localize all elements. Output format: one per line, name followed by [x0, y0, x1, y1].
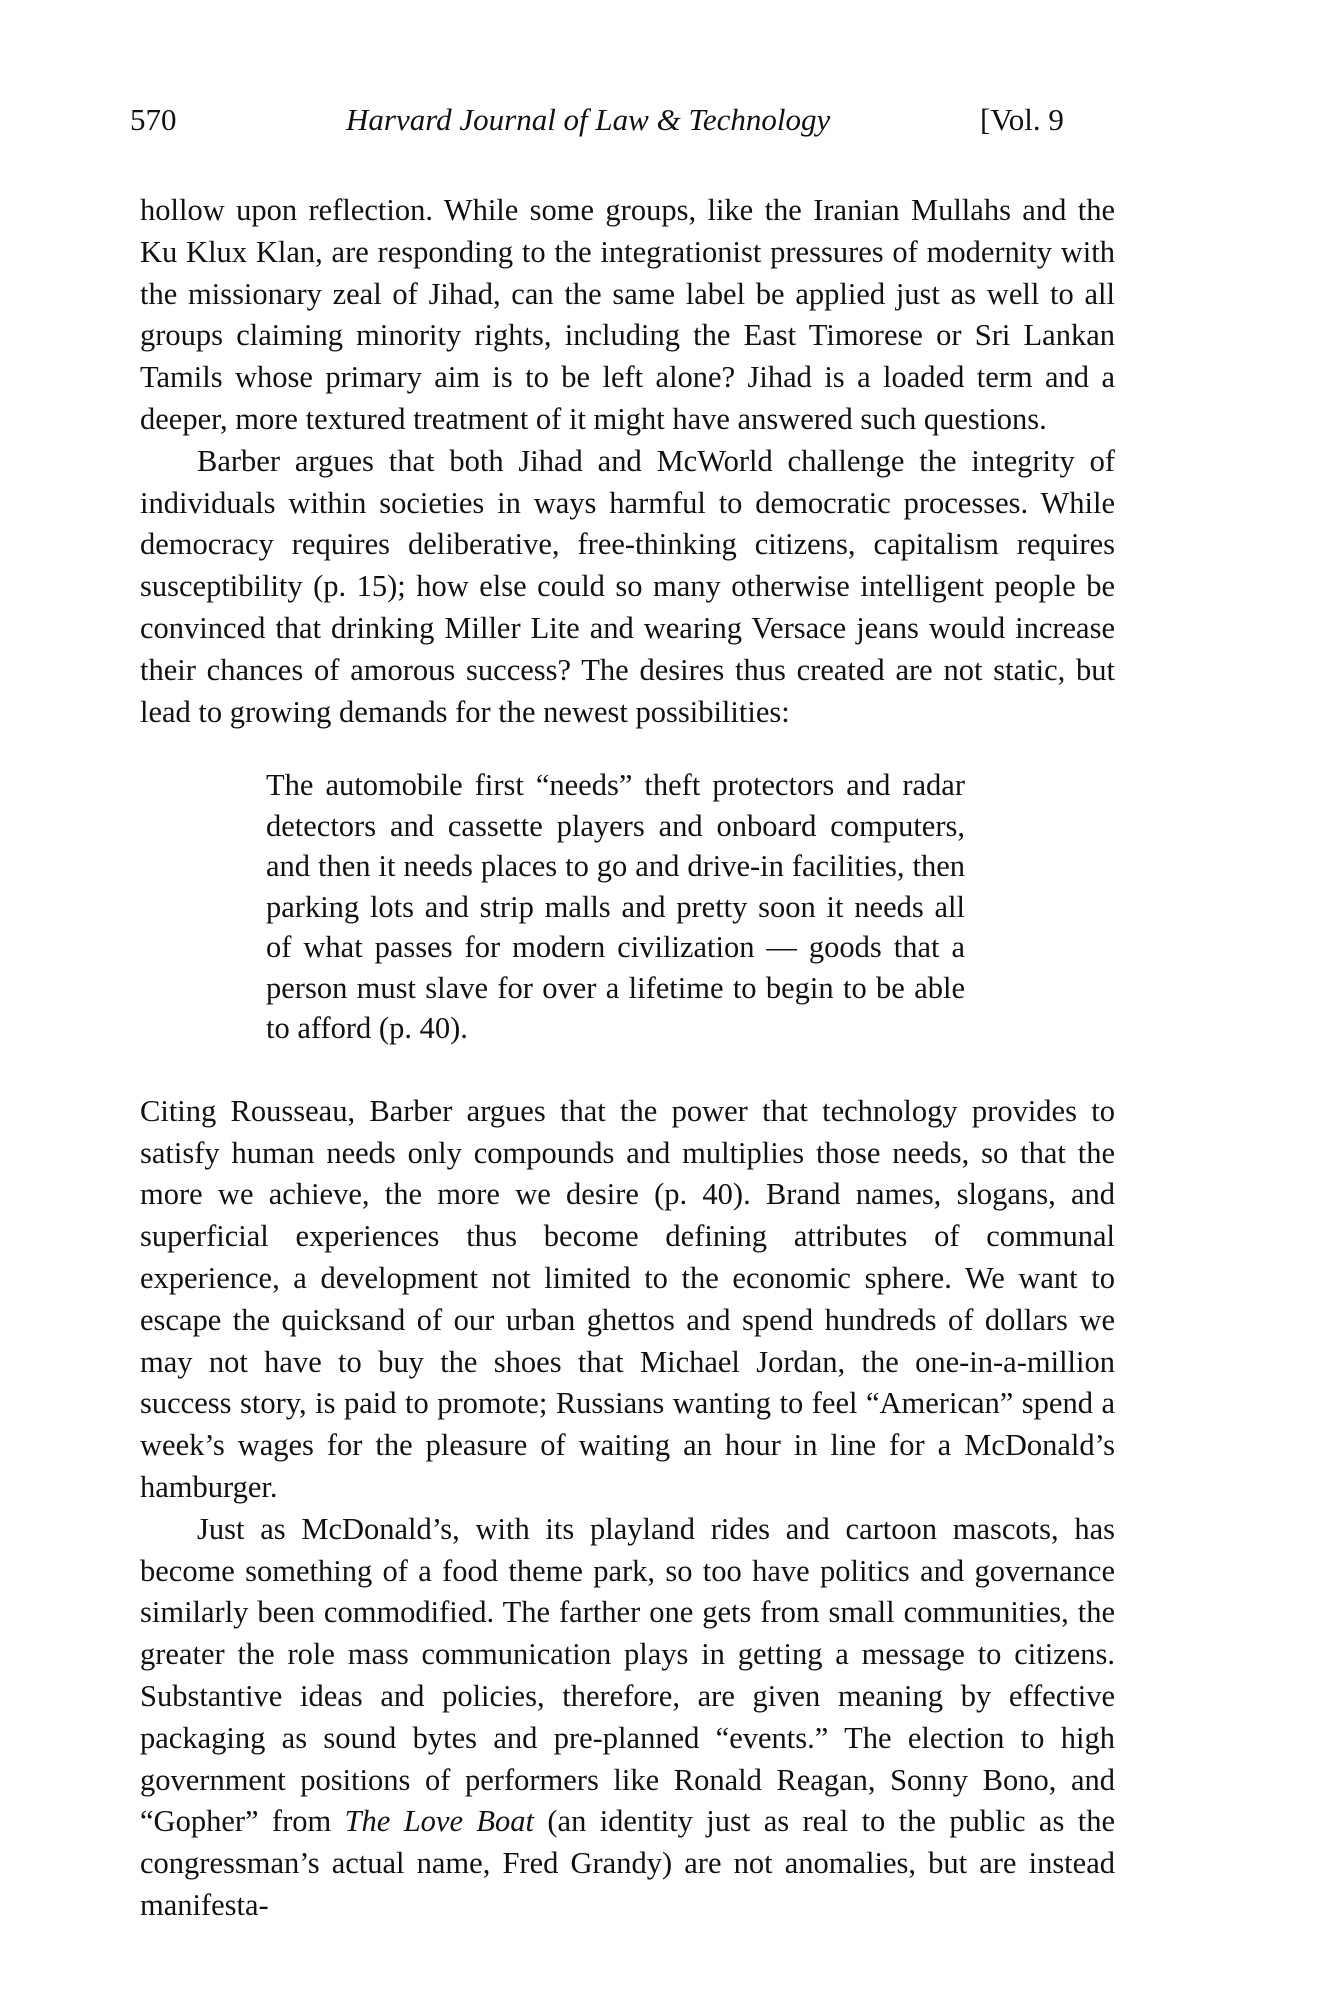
paragraph-mcdonalds-end: (an identity just as real to the public as the congressman’s actual name, Fred Grandy) are not anomalies, but are instead manifesta-	[140, 1804, 1115, 1922]
volume-label: [Vol. 9	[980, 102, 1064, 137]
running-header	[130, 98, 1110, 142]
journal-title: Harvard Journal of Law & Technology	[346, 102, 831, 137]
paragraph-citing-rousseau: Citing Rousseau, Barber argues that the power that technology provides to satisfy human needs only compounds and multiplies those needs, so that the more we achieve, the more we desire (p. 40). Brand names, slogans, and superficial experiences thus become defining attributes of communal experience, a development not limited to the economic sphere. We want to escape the quicksand of our urban ghettos and spend hundreds of dollars we may not have to buy the shoes that Michael Jordan, the one-in-a-million success story, is paid to promote; Russians wanting to feel “American” spend a week’s wages for the pleasure of waiting an hour in line for a McDonald’s hamburger.	[140, 1093, 1115, 1505]
paragraph-barber-argues: Barber argues that both Jihad and McWorld challenge the integrity of individuals within societies in ways harmful to democratic processes. While democracy requires deliberative, free-thinking citizens, capitalism requires susceptibility (p. 15); how else could so many otherwise intelligent people be convinced that drinking Miller Lite and wearing Versace jeans would increase their chances of amorous success? The desires thus created are not static, but lead to growing demands for the newest possibilities:	[140, 443, 1115, 729]
article-body	[140, 190, 1115, 1927]
paragraph-continued: hollow upon reflection. While some groups, like the Iranian Mullahs and the Ku Klux Klan, are responding to the integrationist pressures of modernity with the missionary zeal of Jihad, can the same label be applied just as well to all groups claiming minority rights, including the East Timorese or Sri Lankan Tamils whose primary aim is to be left alone? Jihad is a loaded term and a deeper, more textured treatment of it might have answered such questions.	[140, 193, 1115, 436]
paragraph-mcdonalds	[140, 1509, 1115, 1927]
page-number: 570	[130, 102, 177, 137]
paragraph-mcdonalds-start: Just as McDonald’s, with its playland rides and cartoon mascots, has become something of a food theme park, so too have politics and governance similarly been commodified. The farther one gets from small communities, the greater the role mass communication plays in getting a message to citizens. Substantive ideas and policies, therefore, are given meaning by effective packaging as sound bytes and pre-planned “events.” The election to high government positions of performers like Ronald Reagan, Sonny Bono, and “Gopher” from	[140, 1511, 1115, 1839]
block-quote: The automobile first “needs” theft protectors and radar detectors and cassette players and onboard computers, and then it needs places to go and drive-in facilities, then parking lots and strip malls and pretty soon it needs all of what passes for modern civilization — goods that a person must slave for over a lifetime to begin to be able to afford (p. 40).	[266, 768, 965, 1046]
love-boat-title: The Love Boat	[344, 1804, 534, 1839]
